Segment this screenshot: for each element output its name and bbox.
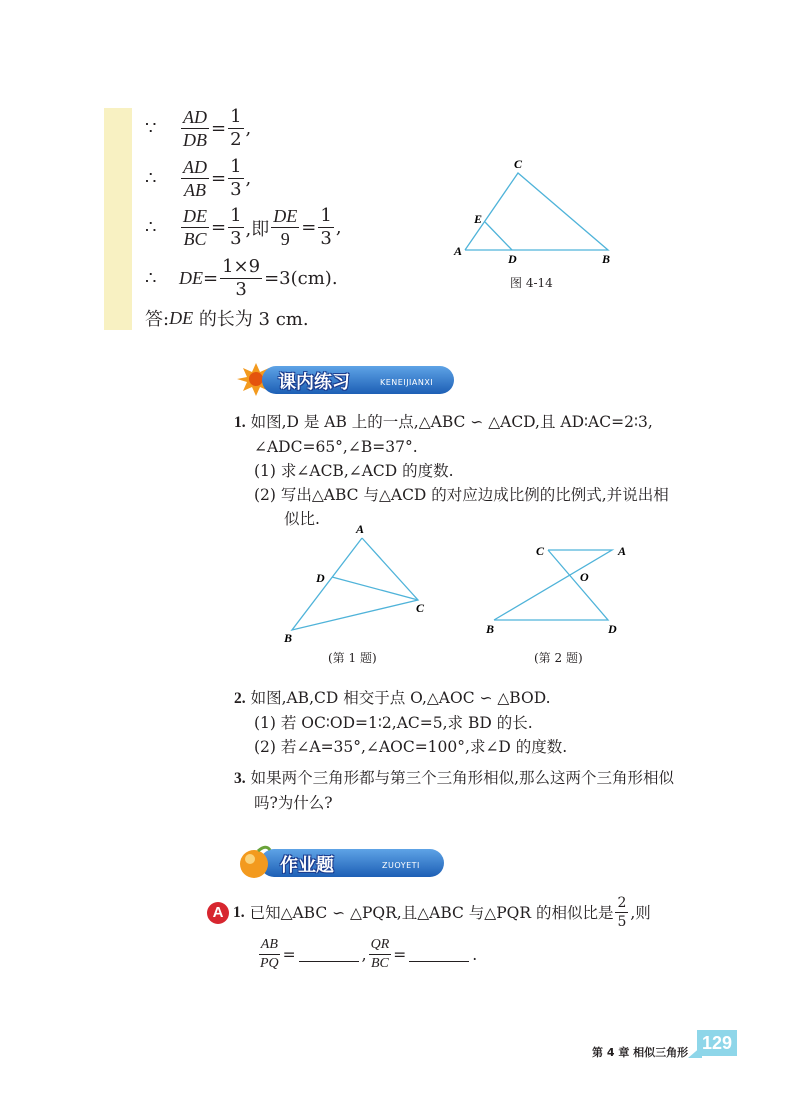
proof-line-2: ∴ $\frac{AD}{AB}$ = $\frac{1}{3}$ , [145,156,252,200]
triangle-ABC [465,173,608,250]
exercise-q1: 1. 如图,D 是 AB 上的一点,△ABC ∽ △ACD,且 AD∶AC=2∶3, ∠ADC=65°,∠B=37°. (1) 求∠ACB,∠ACD 的度数. (2) 写出△ABC 与△ACD 的对应边成比例的比例式,并说出相 似比. [234,413,669,528]
proof-line-1: ∵ $\frac{AD}{DB}$ = $\frac{1}{2}$ , [145,106,252,150]
triangle-ABC [292,538,418,630]
label-B: B [602,252,611,266]
orange-ball-icon [236,844,272,880]
figure-q2-caption: (第 2 题) [534,651,583,665]
figure-q2 [480,538,640,638]
segment-CD [332,577,418,600]
exercise-banner [236,362,456,396]
exercise-banner-subtitle: KENEIJIANXI [380,378,434,387]
answer-blank-2[interactable] [409,947,469,962]
label-C: C [536,544,545,558]
answer-blank-1[interactable] [299,947,359,962]
homework-q1: A 1. 已知△ABC ∽ △PQR,且△ABC 与△PQR 的相似比是 $\frac{2}{5}$ ,则 [207,896,727,929]
proof-line-4: ∴ DE = $\frac{1\times 9}{3}$ =3(cm). [145,256,338,300]
label-B: B [486,622,495,636]
figure-q1-caption: (第 1 题) [328,651,377,665]
proof-answer: 答: DE 的长为 3 cm. [145,307,309,330]
label-A: A [454,244,463,258]
figure-4-14-caption: 图 4-14 [510,276,553,290]
path-BAC [494,550,612,620]
label-O: O [580,570,589,584]
exercise-q3: 3. 如果两个三角形都与第三个三角形相似,那么这两个三角形相似 吗?为什么? [234,769,674,812]
label-D: D [316,571,325,585]
label-A: A [356,522,365,536]
exercise-banner-title: 课内练习 [278,372,350,393]
because-symbol: ∵ [145,118,157,139]
label-B: B [284,631,293,645]
homework-banner [236,844,446,880]
homework-banner-subtitle: ZUOYETI [382,861,420,870]
level-a-badge: A [207,902,229,924]
figure-q1 [280,520,440,650]
page-number: 129 [697,1030,737,1056]
homework-banner-title: 作业题 [280,855,334,876]
exercise-q2: 2. 如图,AB,CD 相交于点 O,△AOC ∽ △BOD. (1) 若 OC∶OD=1∶2,AC=5,求 BD 的长. (2) 若∠A=35°,∠AOC=100°,求∠D 的度数. [234,689,568,756]
label-E: E [474,212,483,226]
therefore-symbol: ∴ [145,217,157,238]
homework-q1-blanks: $\frac{AB}{PQ}$ = , $\frac{QR}{BC}$ = . [260,937,478,971]
label-A: A [618,544,627,558]
proof-highlight-bar [104,108,132,330]
segment-DE [485,222,512,250]
label-C: C [416,601,425,615]
label-C: C [514,157,523,171]
figure-4-14 [450,155,625,270]
proof-line-3: ∴ $\frac{DE}{BC}$ = $\frac{1}{3}$ ,即 $\frac{DE}{9}$ = $\frac{1}{3}$ , [145,205,342,249]
label-D: D [608,622,617,636]
label-D: D [508,252,517,266]
therefore-symbol: ∴ [145,268,157,289]
therefore-symbol: ∴ [145,168,157,189]
chapter-label: 第 4 章 相似三角形 [592,1046,689,1059]
